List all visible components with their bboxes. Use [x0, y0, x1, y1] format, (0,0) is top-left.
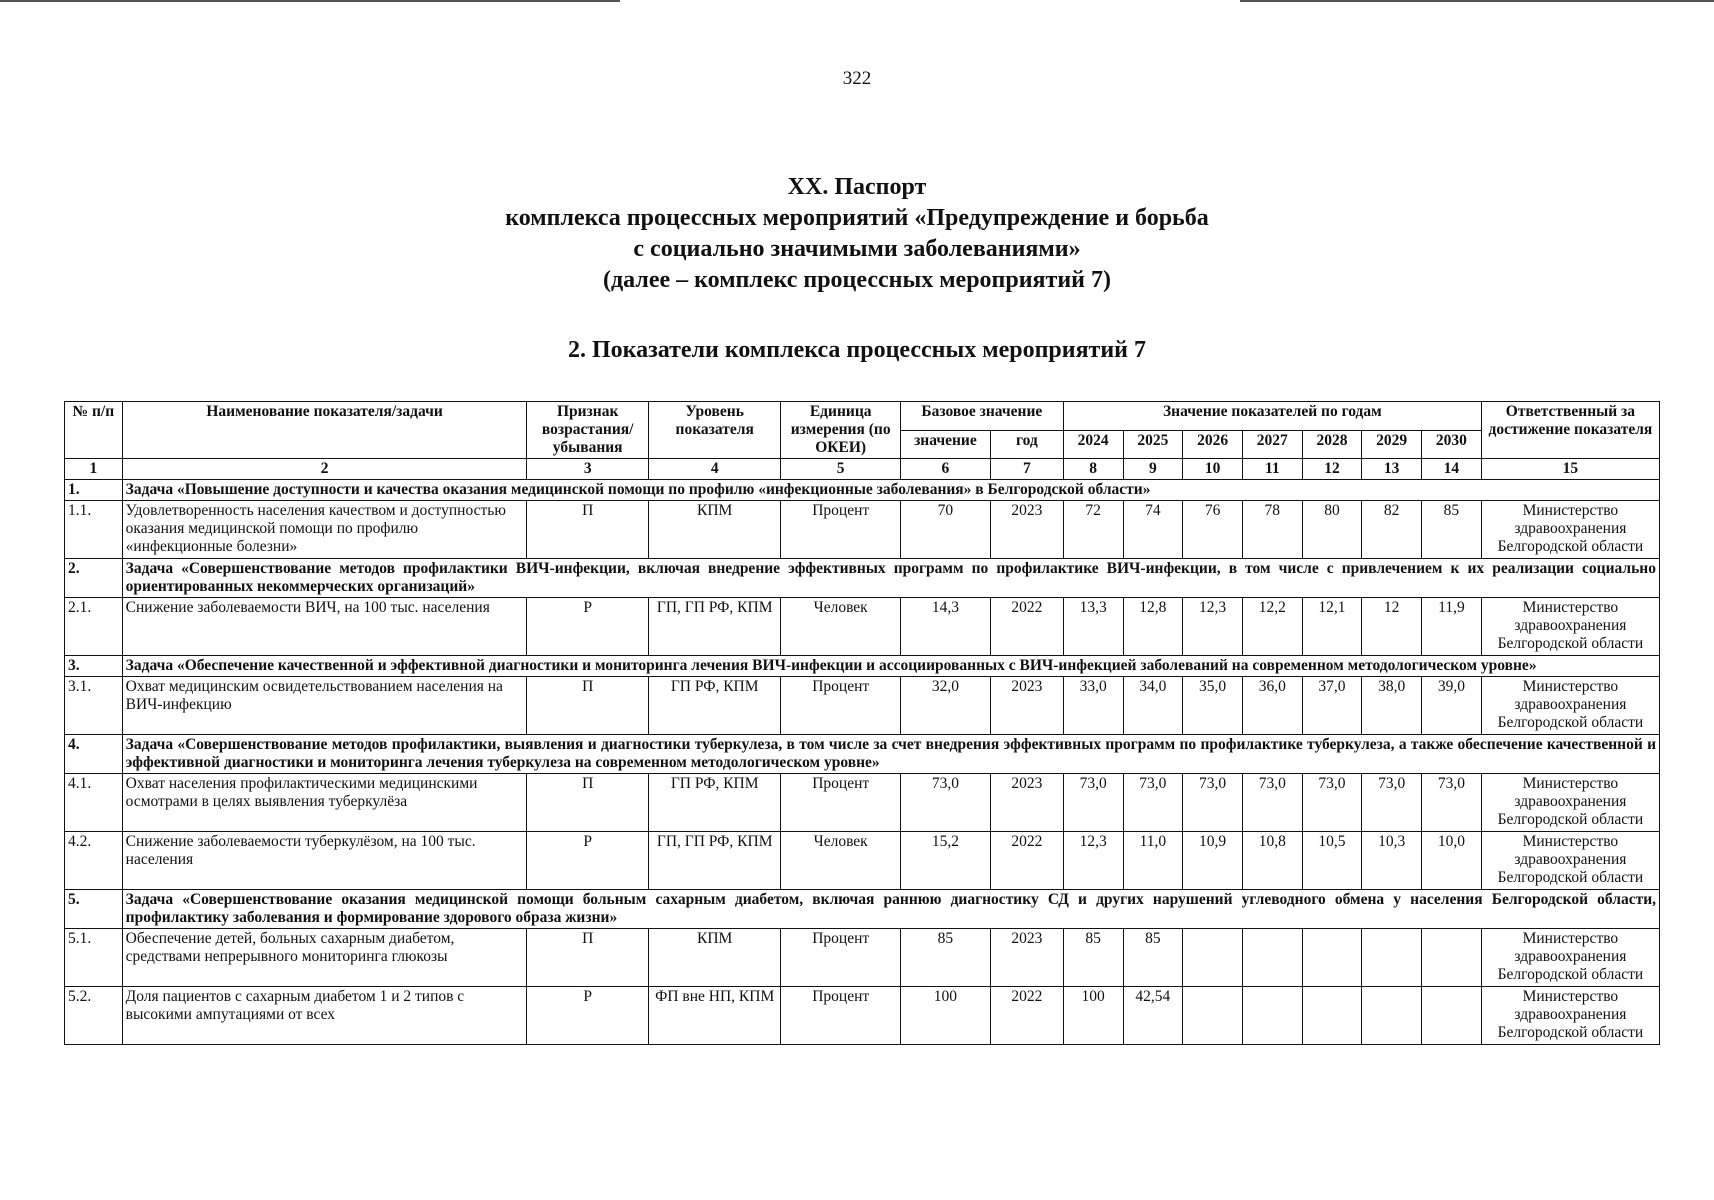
value-2024: 85 — [1063, 929, 1123, 987]
indicator-row — [65, 774, 1660, 832]
column-number: 12 — [1302, 459, 1362, 480]
indicator-level: ГП РФ, КПМ — [648, 774, 781, 832]
value-2028: 37,0 — [1302, 677, 1362, 735]
indicator-level: ФП вне НП, КПМ — [648, 987, 781, 1045]
scan-edge-line — [1240, 0, 1714, 2]
indicator-level: ГП, ГП РФ, КПМ — [648, 832, 781, 890]
value-2029: 82 — [1362, 501, 1422, 559]
header-year: 2026 — [1183, 430, 1243, 459]
value-2026 — [1183, 987, 1243, 1045]
indicator-name: Охват населения профилактическими медицинскими осмотрами в целях выявления туберкулёза — [122, 774, 527, 832]
value-2024: 72 — [1063, 501, 1123, 559]
indicator-sign: П — [527, 677, 648, 735]
base-value: 85 — [900, 929, 990, 987]
value-2028 — [1302, 929, 1362, 987]
indicator-unit: Процент — [781, 501, 900, 559]
base-year: 2023 — [990, 929, 1063, 987]
base-value: 32,0 — [900, 677, 990, 735]
column-number: 11 — [1242, 459, 1302, 480]
task-row — [65, 890, 1660, 929]
indicator-level: КПМ — [648, 501, 781, 559]
row-number: 2.1. — [65, 598, 123, 656]
column-number: 9 — [1123, 459, 1183, 480]
row-number: 1.1. — [65, 501, 123, 559]
task-number: 1. — [65, 480, 123, 501]
value-2029: 12 — [1362, 598, 1422, 656]
base-year: 2023 — [990, 774, 1063, 832]
value-2026: 35,0 — [1183, 677, 1243, 735]
value-2027: 36,0 — [1242, 677, 1302, 735]
value-2030: 10,0 — [1422, 832, 1482, 890]
value-2026: 76 — [1183, 501, 1243, 559]
value-2029 — [1362, 987, 1422, 1045]
header-base: Базовое значение — [900, 402, 1063, 431]
header-year: 2029 — [1362, 430, 1422, 459]
indicator-name: Снижение заболеваемости ВИЧ, на 100 тыс. населения — [122, 598, 527, 656]
indicator-level: КПМ — [648, 929, 781, 987]
row-number: 4.1. — [65, 774, 123, 832]
base-year: 2023 — [990, 677, 1063, 735]
section-title: 2. Показатели комплекса процессных мероприятий 7 — [567, 337, 1146, 363]
header-year: 2030 — [1422, 430, 1482, 459]
indicator-unit: Человек — [781, 598, 900, 656]
base-value: 70 — [900, 501, 990, 559]
value-2026: 12,3 — [1183, 598, 1243, 656]
value-2027 — [1242, 987, 1302, 1045]
indicator-unit: Процент — [781, 677, 900, 735]
value-2029: 73,0 — [1362, 774, 1422, 832]
indicator-name: Удовлетворенность населения качеством и доступностью оказания медицинской помощи по профилю «инфекционные болезни» — [122, 501, 527, 559]
value-2027: 73,0 — [1242, 774, 1302, 832]
value-2030 — [1422, 987, 1482, 1045]
column-number: 15 — [1481, 459, 1659, 480]
responsible: Министерство здравоохранения Белгородской области — [1481, 832, 1659, 890]
value-2025: 42,54 — [1123, 987, 1183, 1045]
base-value: 100 — [900, 987, 990, 1045]
document-title — [0, 172, 1714, 296]
responsible: Министерство здравоохранения Белгородской области — [1481, 598, 1659, 656]
value-2027: 10,8 — [1242, 832, 1302, 890]
column-number: 2 — [122, 459, 527, 480]
base-year: 2022 — [990, 598, 1063, 656]
indicators-table — [64, 401, 1660, 1045]
title-line-3: с социально значимыми заболеваниями» — [633, 236, 1081, 262]
value-2027: 78 — [1242, 501, 1302, 559]
header-year: 2024 — [1063, 430, 1123, 459]
header-num: № п/п — [65, 402, 123, 459]
value-2030: 85 — [1422, 501, 1482, 559]
value-2026: 73,0 — [1183, 774, 1243, 832]
task-number: 5. — [65, 890, 123, 929]
base-value: 14,3 — [900, 598, 990, 656]
task-row — [65, 480, 1660, 501]
value-2027 — [1242, 929, 1302, 987]
header-base-value: значение — [900, 430, 990, 459]
indicator-name: Охват медицинским освидетельствованием населения на ВИЧ-инфекцию — [122, 677, 527, 735]
header-year: 2028 — [1302, 430, 1362, 459]
indicator-level: ГП, ГП РФ, КПМ — [648, 598, 781, 656]
column-number: 14 — [1422, 459, 1482, 480]
value-2029: 10,3 — [1362, 832, 1422, 890]
value-2024: 13,3 — [1063, 598, 1123, 656]
responsible: Министерство здравоохранения Белгородской области — [1481, 929, 1659, 987]
value-2025: 11,0 — [1123, 832, 1183, 890]
value-2030: 39,0 — [1422, 677, 1482, 735]
base-value: 73,0 — [900, 774, 990, 832]
value-2028: 80 — [1302, 501, 1362, 559]
column-number: 13 — [1362, 459, 1422, 480]
row-number: 3.1. — [65, 677, 123, 735]
indicator-row — [65, 598, 1660, 656]
row-number: 4.2. — [65, 832, 123, 890]
header-responsible: Ответственный за достижение показателя — [1481, 402, 1659, 459]
column-number: 4 — [648, 459, 781, 480]
value-2030: 11,9 — [1422, 598, 1482, 656]
value-2026: 10,9 — [1183, 832, 1243, 890]
page-number: 322 — [842, 68, 872, 89]
task-text: Задача «Повышение доступности и качества оказания медицинской помощи по профилю «инфекционные заболевания» в Белгородской области» — [122, 480, 1659, 501]
task-number: 3. — [65, 656, 123, 677]
value-2029: 38,0 — [1362, 677, 1422, 735]
value-2028 — [1302, 987, 1362, 1045]
value-2030: 73,0 — [1422, 774, 1482, 832]
title-line-1: XX. Паспорт — [787, 174, 927, 200]
indicator-unit: Процент — [781, 929, 900, 987]
task-number: 2. — [65, 559, 123, 598]
value-2024: 73,0 — [1063, 774, 1123, 832]
title-line-2: комплекса процессных мероприятий «Предупреждение и борьба — [505, 205, 1209, 231]
indicator-name: Обеспечение детей, больных сахарным диабетом, средствами непрерывного мониторинга глюкозы — [122, 929, 527, 987]
indicator-row — [65, 501, 1660, 559]
header-by-years: Значение показателей по годам — [1063, 402, 1481, 431]
responsible: Министерство здравоохранения Белгородской области — [1481, 774, 1659, 832]
indicator-sign: Р — [527, 598, 648, 656]
indicator-name: Снижение заболеваемости туберкулёзом, на 100 тыс. населения — [122, 832, 527, 890]
indicator-row — [65, 677, 1660, 735]
indicator-row — [65, 987, 1660, 1045]
header-sign: Признак возрастания/ убывания — [527, 402, 648, 459]
column-number: 6 — [900, 459, 990, 480]
indicator-unit: Процент — [781, 774, 900, 832]
task-row — [65, 735, 1660, 774]
responsible: Министерство здравоохранения Белгородской области — [1481, 987, 1659, 1045]
value-2025: 74 — [1123, 501, 1183, 559]
task-row — [65, 656, 1660, 677]
indicator-row — [65, 929, 1660, 987]
responsible: Министерство здравоохранения Белгородской области — [1481, 501, 1659, 559]
task-row — [65, 559, 1660, 598]
indicator-level: ГП РФ, КПМ — [648, 677, 781, 735]
indicator-sign: Р — [527, 832, 648, 890]
indicator-name: Доля пациентов с сахарным диабетом 1 и 2 типов с высокими ампутациями от всех — [122, 987, 527, 1045]
value-2026 — [1183, 929, 1243, 987]
header-year: 2025 — [1123, 430, 1183, 459]
value-2028: 10,5 — [1302, 832, 1362, 890]
base-year: 2023 — [990, 501, 1063, 559]
column-number: 5 — [781, 459, 900, 480]
indicator-row — [65, 832, 1660, 890]
task-text: Задача «Совершенствование методов профилактики ВИЧ-инфекции, включая внедрение эффективных программ по профилактике ВИЧ-инфекции, в том числе с привлечением к их реализации социально ориентированных некоммерческих организаций» — [122, 559, 1659, 598]
responsible: Министерство здравоохранения Белгородской области — [1481, 677, 1659, 735]
task-text: Задача «Совершенствование оказания медицинской помощи больным сахарным диабетом, включая раннюю диагностику СД и других нарушений углеводного обмена у населения Белгородской области, профилактику заболевания и формирование здорового образа жизни» — [122, 890, 1659, 929]
scan-edge-line — [0, 0, 620, 2]
value-2025: 12,8 — [1123, 598, 1183, 656]
column-number: 3 — [527, 459, 648, 480]
value-2029 — [1362, 929, 1422, 987]
column-number: 7 — [990, 459, 1063, 480]
value-2027: 12,2 — [1242, 598, 1302, 656]
row-number: 5.1. — [65, 929, 123, 987]
indicator-sign: П — [527, 929, 648, 987]
indicator-sign: П — [527, 501, 648, 559]
column-number: 10 — [1183, 459, 1243, 480]
task-text: Задача «Совершенствование методов профилактики, выявления и диагностики туберкулеза, в том числе за счет внедрения эффективных программ по профилактике туберкулеза, а также обеспечение качественной и эффективной диагностики и мониторинга лечения туберкулеза на современном методологическом уровне» — [122, 735, 1659, 774]
value-2028: 73,0 — [1302, 774, 1362, 832]
base-value: 15,2 — [900, 832, 990, 890]
base-year: 2022 — [990, 832, 1063, 890]
indicator-unit: Процент — [781, 987, 900, 1045]
header-year: 2027 — [1242, 430, 1302, 459]
value-2030 — [1422, 929, 1482, 987]
indicator-sign: П — [527, 774, 648, 832]
value-2024: 100 — [1063, 987, 1123, 1045]
value-2025: 34,0 — [1123, 677, 1183, 735]
header-base-year: год — [990, 430, 1063, 459]
value-2024: 12,3 — [1063, 832, 1123, 890]
row-number: 5.2. — [65, 987, 123, 1045]
task-text: Задача «Обеспечение качественной и эффективной диагностики и мониторинга лечения ВИЧ-инфекции и ассоциированных с ВИЧ-инфекцией заболеваний на современном методологическом уровне» — [122, 656, 1659, 677]
column-number: 1 — [65, 459, 123, 480]
indicator-unit: Человек — [781, 832, 900, 890]
header-level: Уровень показателя — [648, 402, 781, 459]
value-2024: 33,0 — [1063, 677, 1123, 735]
value-2028: 12,1 — [1302, 598, 1362, 656]
header-unit: Единица измерения (по ОКЕИ) — [781, 402, 900, 459]
value-2025: 85 — [1123, 929, 1183, 987]
column-numbers-row — [65, 459, 1660, 480]
task-number: 4. — [65, 735, 123, 774]
column-number: 8 — [1063, 459, 1123, 480]
indicator-sign: Р — [527, 987, 648, 1045]
header-row — [65, 402, 1660, 431]
header-name: Наименование показателя/задачи — [122, 402, 527, 459]
value-2025: 73,0 — [1123, 774, 1183, 832]
title-line-4: (далее – комплекс процессных мероприятий 7) — [603, 267, 1111, 293]
base-year: 2022 — [990, 987, 1063, 1045]
